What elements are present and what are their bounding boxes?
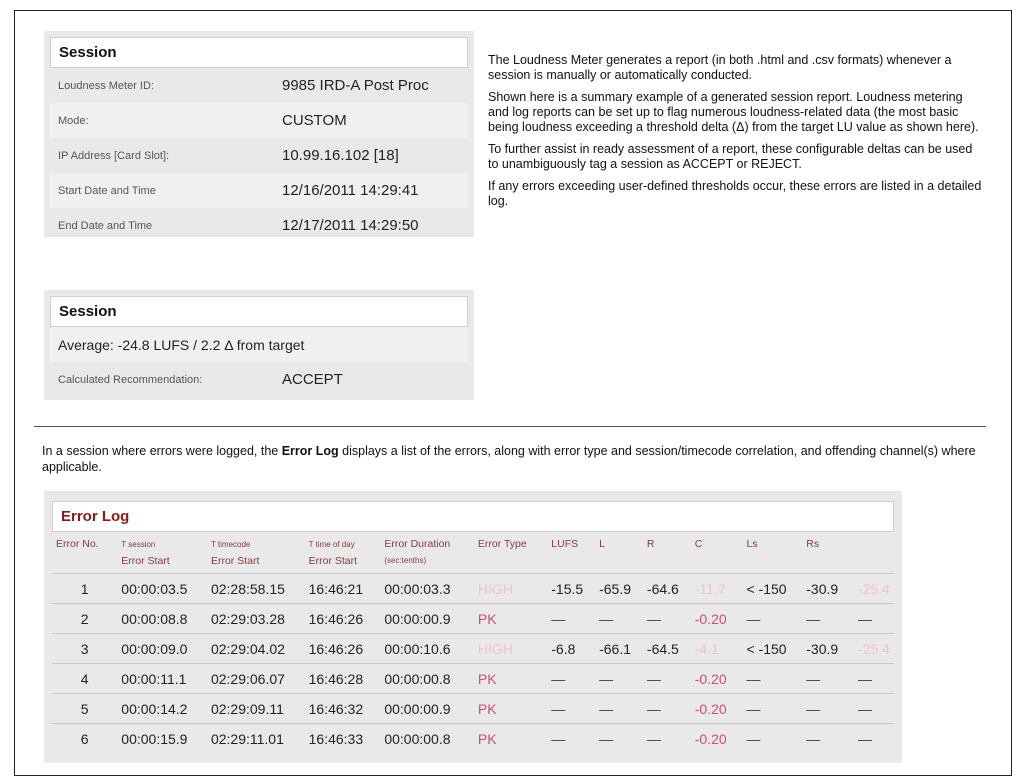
cell-lufs: -15.5 — [547, 574, 595, 604]
cell-tsession: 00:00:08.8 — [117, 604, 207, 634]
cell-l: — — [595, 724, 643, 754]
cell-l: — — [595, 604, 643, 634]
cell-c: -11.7 — [691, 574, 743, 604]
row-value: 12/16/2011 14:29:41 — [282, 182, 419, 199]
session-row-ip — [50, 138, 468, 173]
table-row — [52, 724, 894, 754]
cell-extra: — — [854, 664, 894, 694]
cell-duration: 00:00:00.9 — [380, 694, 474, 724]
col-t-timecode — [207, 532, 305, 574]
col-duration — [380, 532, 474, 574]
table-row — [52, 694, 894, 724]
cell-tsession: 00:00:03.5 — [117, 574, 207, 604]
recommendation-label: Calculated Recommendation: — [58, 373, 203, 386]
error-log-intro — [42, 443, 982, 475]
header-bottom: Error Start — [121, 555, 170, 567]
session-panel-title: Session — [50, 37, 468, 68]
cell-lufs: — — [547, 604, 595, 634]
cell-r: -64.5 — [643, 634, 691, 664]
recommendation-row — [50, 362, 468, 397]
row-label: End Date and Time — [58, 219, 153, 232]
cell-ls: — — [743, 664, 803, 694]
col-c: C — [694, 538, 703, 550]
cell-tday: 16:46:21 — [305, 574, 381, 604]
cell-ttimecode: 02:29:03.28 — [207, 604, 305, 634]
cell-c: -4.1 — [691, 634, 743, 664]
row-label: Loudness Meter ID: — [58, 79, 154, 92]
cell-extra: — — [854, 724, 894, 754]
cell-tday: 16:46:26 — [305, 604, 381, 634]
error-log-title: Error Log — [52, 501, 894, 532]
description-paragraph: Shown here is a summary example of a generated session report. Loudness metering and log reports can be set up to flag numerous loudness-related data (the most basic being loudness exceeding a threshold delta (Δ) from the target LU value as shown here). — [488, 90, 979, 134]
cell-tday: 16:46:33 — [305, 724, 381, 754]
cell-ls: — — [743, 724, 803, 754]
col-lufs: LUFS — [551, 538, 579, 550]
cell-extra: -25.4 — [854, 634, 894, 664]
cell-type: HIGH — [474, 574, 547, 604]
cell-ttimecode: 02:28:58.15 — [207, 574, 305, 604]
cell-rs: — — [802, 724, 854, 754]
cell-ls: — — [743, 604, 803, 634]
description-paragraph: To further assist in ready assessment of a report, these configurable deltas can be used to unambiguously tag a session as ACCEPT or REJECT. — [488, 142, 973, 171]
cell-ttimecode: 02:29:09.11 — [207, 694, 305, 724]
cell-r: -64.6 — [643, 574, 691, 604]
row-label: IP Address [Card Slot]: — [58, 149, 170, 162]
cell-c: -0.20 — [691, 724, 743, 754]
cell-no: 3 — [52, 634, 117, 664]
error-log-panel — [44, 491, 902, 763]
cell-extra: — — [854, 694, 894, 724]
cell-rs: — — [802, 694, 854, 724]
average-loudness: Average: -24.8 LUFS / 2.2 Δ from target — [50, 327, 468, 362]
col-r: R — [646, 538, 655, 550]
intro-text: In a session where errors were logged, the — [42, 444, 282, 458]
cell-no: 4 — [52, 664, 117, 694]
cell-no: 2 — [52, 604, 117, 634]
cell-rs: — — [802, 604, 854, 634]
cell-type: PK — [474, 694, 547, 724]
cell-tday: 16:46:28 — [305, 664, 381, 694]
summary-panel-title: Session — [50, 296, 468, 327]
table-row — [52, 604, 894, 634]
row-label: Start Date and Time — [58, 184, 156, 197]
cell-no: 6 — [52, 724, 117, 754]
intro-text: displays a list of the errors, along with error type and session/timecode correlation, and offending channel(s) where applicable. — [42, 444, 976, 474]
cell-ttimecode: 02:29:11.01 — [207, 724, 305, 754]
cell-ls: < -150 — [743, 634, 803, 664]
cell-extra: — — [854, 604, 894, 634]
cell-tsession: 00:00:11.1 — [117, 664, 207, 694]
cell-duration: 00:00:00.8 — [380, 664, 474, 694]
col-t-day — [305, 532, 381, 574]
header-top: T timecode — [210, 540, 251, 549]
session-row-meter-id — [50, 68, 468, 103]
cell-r: — — [643, 604, 691, 634]
description-paragraph: The Loudness Meter generates a report (in both .html and .csv formats) whenever a session is manually or automatically conducted. — [488, 53, 952, 82]
row-value: 12/17/2011 14:29:50 — [282, 217, 419, 234]
cell-l: — — [595, 664, 643, 694]
col-error-type: Error Type — [477, 538, 527, 550]
cell-rs: -30.9 — [802, 574, 854, 604]
cell-c: -0.20 — [691, 694, 743, 724]
cell-lufs: -6.8 — [547, 634, 595, 664]
cell-l: -66.1 — [595, 634, 643, 664]
row-label: Mode: — [58, 114, 89, 127]
row-value: 10.99.16.102 [18] — [282, 147, 399, 164]
session-panel — [44, 31, 474, 237]
cell-no: 1 — [52, 574, 117, 604]
session-row-mode — [50, 103, 468, 138]
header-top: T time of day — [308, 540, 355, 549]
cell-tsession: 00:00:15.9 — [117, 724, 207, 754]
session-rows — [50, 68, 468, 243]
description — [488, 53, 986, 216]
cell-rs: -30.9 — [802, 634, 854, 664]
cell-c: -0.20 — [691, 664, 743, 694]
header-bottom: Error Start — [210, 555, 260, 567]
cell-ttimecode: 02:29:04.02 — [207, 634, 305, 664]
header-top: Error Duration — [384, 538, 451, 550]
table-row — [52, 664, 894, 694]
table-row — [52, 634, 894, 664]
header-bottom: (sec:tenths) — [384, 556, 427, 565]
cell-rs: — — [802, 664, 854, 694]
session-row-end — [50, 208, 468, 243]
session-row-start — [50, 173, 468, 208]
summary-panel — [44, 290, 474, 400]
col-extra — [854, 532, 894, 574]
cell-type: HIGH — [474, 634, 547, 664]
cell-lufs: — — [547, 694, 595, 724]
description-paragraph: If any errors exceeding user-defined thresholds occur, these errors are listed in a detailed log. — [488, 179, 982, 208]
cell-type: PK — [474, 604, 547, 634]
cell-tday: 16:46:26 — [305, 634, 381, 664]
cell-duration: 00:00:00.9 — [380, 604, 474, 634]
cell-l: — — [595, 694, 643, 724]
table-row — [52, 574, 894, 604]
header-bottom: Error Start — [308, 555, 358, 567]
cell-r: — — [643, 664, 691, 694]
cell-tsession: 00:00:09.0 — [117, 634, 207, 664]
cell-ttimecode: 02:29:06.07 — [207, 664, 305, 694]
header-top: T session — [121, 540, 156, 549]
cell-type: PK — [474, 724, 547, 754]
cell-tday: 16:46:32 — [305, 694, 381, 724]
row-value: CUSTOM — [282, 112, 347, 129]
intro-bold: Error Log — [281, 444, 339, 458]
error-log-header — [52, 532, 894, 574]
cell-ls: — — [743, 694, 803, 724]
cell-duration: 00:00:00.8 — [380, 724, 474, 754]
cell-r: — — [643, 724, 691, 754]
col-rs: Rs — [806, 538, 820, 550]
col-error-no: Error No. — [56, 538, 99, 550]
cell-duration: 00:00:10.6 — [380, 634, 474, 664]
cell-lufs: — — [547, 664, 595, 694]
row-value: 9985 IRD-A Post Proc — [282, 77, 429, 94]
recommendation-value: ACCEPT — [282, 371, 343, 388]
cell-r: — — [643, 694, 691, 724]
col-t-session — [117, 532, 207, 574]
error-log-table — [52, 532, 894, 753]
cell-duration: 00:00:03.3 — [380, 574, 474, 604]
col-l: L — [599, 538, 605, 550]
cell-no: 5 — [52, 694, 117, 724]
cell-tsession: 00:00:14.2 — [117, 694, 207, 724]
cell-l: -65.9 — [595, 574, 643, 604]
cell-lufs: — — [547, 724, 595, 754]
col-ls: Ls — [746, 538, 758, 550]
cell-ls: < -150 — [743, 574, 803, 604]
cell-extra: -25.4 — [854, 574, 894, 604]
cell-c: -0.20 — [691, 604, 743, 634]
section-divider — [34, 426, 986, 427]
cell-type: PK — [474, 664, 547, 694]
